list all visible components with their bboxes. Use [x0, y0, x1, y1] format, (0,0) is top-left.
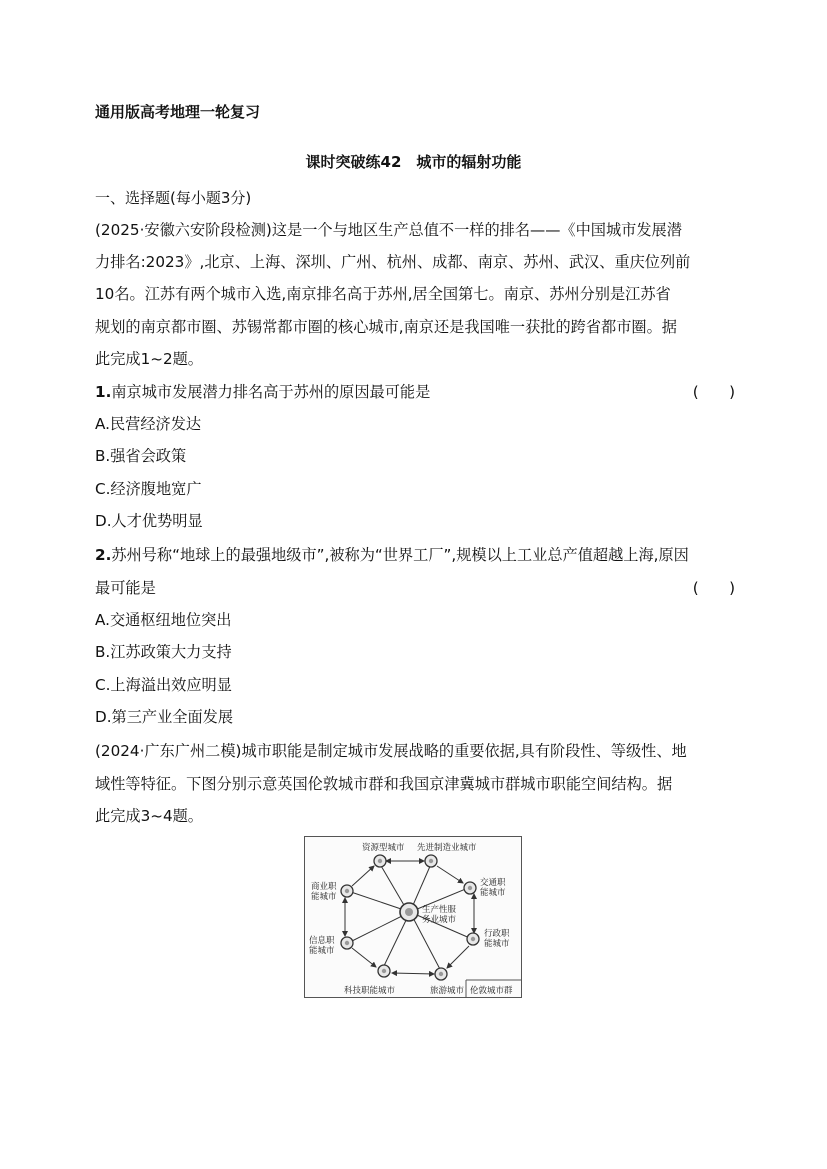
passage-1-line: 此完成1~2题。: [95, 350, 203, 368]
question-2: [95, 545, 735, 565]
label-resource: 资源型城市: [362, 843, 405, 853]
question-1: [95, 382, 735, 402]
label-tech: 科技职能城市: [344, 986, 396, 996]
option-b[interactable]: B.强省会政策: [95, 447, 187, 465]
label-commerce: 商业职: [311, 882, 337, 892]
answer-blank[interactable]: ( ): [692, 383, 735, 401]
question-stem: 最可能是: [95, 579, 156, 597]
option-a[interactable]: A.交通枢纽地位突出: [95, 611, 232, 629]
label-transport: 能城市: [480, 888, 506, 898]
option-a[interactable]: A.民营经济发达: [95, 415, 202, 433]
label-center: 生产性服: [422, 905, 457, 915]
section-heading: 一、选择题(每小题3分): [95, 189, 252, 207]
figure-caption: 伦敦城市群: [470, 986, 513, 996]
lesson-title: 课时突破练42 城市的辐射功能: [305, 153, 522, 171]
london-city-function-diagram: [304, 836, 522, 998]
passage-2-line: 此完成3~4题。: [95, 807, 203, 825]
series-title: 通用版高考地理一轮复习: [95, 103, 261, 121]
option-c[interactable]: C.经济腹地宽广: [95, 480, 202, 498]
label-info: 能城市: [309, 946, 335, 956]
option-d[interactable]: D.人才优势明显: [95, 512, 203, 530]
passage-2-line: 域性等特征。下图分别示意英国伦敦城市群和我国京津冀城市群城市职能空间结构。据: [95, 775, 673, 793]
label-tourism: 旅游城市: [430, 986, 465, 996]
label-commerce: 能城市: [311, 892, 337, 902]
question-stem: 苏州号称“地球上的最强地级市”,被称为“世界工厂”,规模以上工业总产值超越上海,原因: [111, 546, 689, 564]
question-stem: 南京城市发展潜力排名高于苏州的原因最可能是: [111, 383, 431, 401]
label-info: 信息职: [309, 936, 335, 946]
passage-1-line: 规划的南京都市圈、苏锡常都市圈的核心城市,南京还是我国唯一获批的跨省都市圈。据: [95, 318, 677, 336]
passage-2-line: (2024·广东广州二模)城市职能是制定城市发展战略的重要依据,具有阶段性、等级性、地: [95, 742, 687, 760]
label-admin: 行政职: [484, 929, 510, 939]
answer-blank[interactable]: ( ): [692, 579, 735, 597]
label-center: 务业城市: [422, 915, 457, 925]
option-c[interactable]: C.上海溢出效应明显: [95, 676, 232, 694]
passage-1-line: 10名。江苏有两个城市入选,南京排名高于苏州,居全国第七。南京、苏州分别是江苏省: [95, 285, 671, 303]
passage-1-line: 力排名:2023》,北京、上海、深圳、广州、杭州、成都、南京、苏州、武汉、重庆位列前: [95, 253, 691, 271]
option-b[interactable]: B.江苏政策大力支持: [95, 643, 232, 661]
label-manufacturing: 先进制造业城市: [417, 843, 477, 853]
question-number: 2.: [95, 546, 112, 564]
question-2-continued: [95, 578, 735, 598]
question-number: 1.: [95, 383, 112, 401]
passage-1-line: (2025·安徽六安阶段检测)这是一个与地区生产总值不一样的排名——《中国城市发展潜: [95, 221, 682, 239]
option-d[interactable]: D.第三产业全面发展: [95, 708, 234, 726]
label-admin: 能城市: [484, 939, 510, 949]
label-transport: 交通职: [480, 878, 506, 888]
